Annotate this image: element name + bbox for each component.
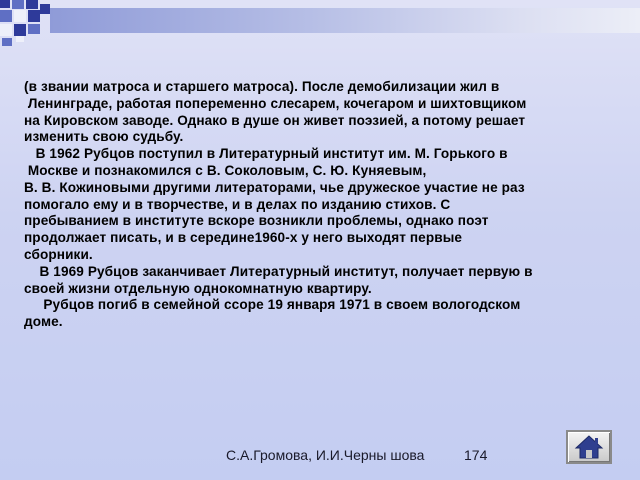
decor-square: [28, 10, 40, 22]
home-icon: [568, 432, 610, 462]
text-line: Рубцов погиб в семейной ссоре 19 января 1971 в своем вологодском: [24, 297, 521, 313]
footer-authors: С.А.Громова, И.И.Черны шова: [226, 447, 425, 463]
decor-square: [0, 24, 12, 36]
text-line: В 1962 Рубцов поступил в Литературный институт им. М. Горького в: [24, 146, 508, 162]
text-line: пребыванием в институте вскоре возникли проблемы, однако поэт: [24, 213, 489, 229]
decor-square: [16, 36, 24, 42]
page-number: 174: [464, 447, 488, 463]
text-line: В. В. Кожиновыми другими литераторами, чье дружеское участие не раз: [24, 179, 525, 195]
decor-square: [12, 0, 24, 9]
title-gradient-bar: [50, 8, 640, 33]
home-button[interactable]: [566, 430, 612, 464]
decor-square: [0, 10, 12, 22]
text-line: продолжает писать, и в середине1960-х у него выходят первые: [24, 230, 463, 246]
decor-square: [40, 4, 50, 14]
decor-square: [14, 24, 26, 36]
decor-square: [14, 10, 26, 22]
text-line: доме.: [24, 314, 63, 330]
text-line: (в звании матроса и старшего матроса). После демобилизации жил в: [24, 79, 500, 94]
text-line: В 1969 Рубцов заканчивает Литературный институт, получает первую в: [24, 263, 533, 279]
text-line: сборники.: [24, 246, 93, 262]
text-line: помогало ему и в творчестве, и в делах по изданию стихов. С: [24, 196, 451, 212]
decor-square: [26, 0, 38, 9]
slide-body-text: [24, 79, 620, 331]
decor-square: [0, 0, 10, 8]
decor-square: [28, 24, 40, 34]
text-line: на Кировском заводе. Однако в душе он живет поэзией, а потому решает: [24, 112, 526, 128]
text-line: своей жизни отдельную однокомнатную квартиру.: [24, 280, 372, 296]
decor-square: [2, 38, 12, 46]
text-line: Ленинграде, работая попеременно слесарем, кочегаром и шихтовщиком: [24, 95, 527, 111]
text-line: изменить свою судьбу.: [24, 129, 184, 145]
text-line: Москве и познакомился с В. Соколовым, С. Ю. Куняевым,: [24, 162, 427, 178]
